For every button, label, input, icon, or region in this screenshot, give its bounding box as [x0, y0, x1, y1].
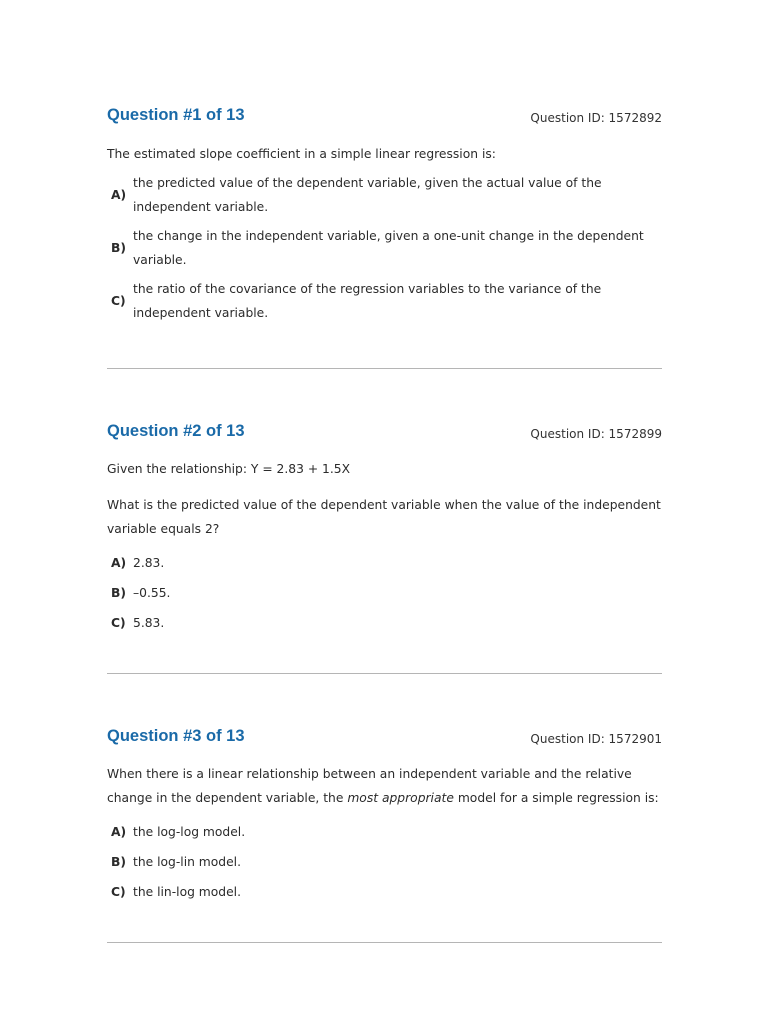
- option-text: –0.55.: [133, 586, 171, 600]
- option-text: the log-lin model.: [133, 855, 242, 869]
- option-text: the ratio of the covariance of the regression variables to the variance of the independent variable.: [133, 282, 602, 320]
- answer-option-b[interactable]: [107, 850, 662, 874]
- answer-option-a[interactable]: [107, 171, 662, 219]
- section-divider: [107, 368, 662, 369]
- section-divider: [107, 942, 662, 943]
- answer-options: [107, 171, 662, 325]
- question-stem: The estimated slope coefficient in a simple linear regression is:: [107, 147, 496, 161]
- answer-option-c[interactable]: [107, 277, 662, 325]
- question-title: Question #3 of 13: [107, 727, 245, 745]
- answer-option-a[interactable]: [107, 820, 662, 844]
- section-divider: [107, 673, 662, 674]
- question-id: Question ID: 1572892: [530, 111, 662, 125]
- question-id: Question ID: 1572899: [530, 427, 662, 441]
- answer-option-b[interactable]: [107, 224, 662, 272]
- option-text: 2.83.: [133, 556, 165, 570]
- option-letter: B): [111, 241, 126, 255]
- question-stem-secondary: What is the predicted value of the dependent variable when the value of the independent variable equals 2?: [107, 498, 661, 536]
- answer-option-c[interactable]: [107, 880, 662, 904]
- option-letter: A): [111, 556, 127, 570]
- answer-option-b[interactable]: [107, 581, 662, 605]
- question-2: [107, 420, 662, 635]
- option-text: the lin-log model.: [133, 885, 242, 899]
- option-letter: C): [111, 885, 126, 899]
- question-header: [107, 420, 662, 448]
- answer-options: [107, 551, 662, 635]
- question-3: [107, 725, 662, 904]
- option-letter: B): [111, 855, 126, 869]
- question-stem: Given the relationship: Y = 2.83 + 1.5X: [107, 462, 351, 476]
- option-letter: C): [111, 616, 126, 630]
- option-letter: C): [111, 294, 126, 308]
- question-1: [107, 104, 662, 325]
- option-text: 5.83.: [133, 616, 165, 630]
- stem-text-end: model for a simple regression is:: [453, 791, 659, 805]
- option-letter: B): [111, 586, 126, 600]
- answer-option-a[interactable]: [107, 551, 662, 575]
- stem-emphasis: most appropriate: [347, 791, 454, 805]
- question-title: Question #1 of 13: [107, 106, 245, 124]
- option-letter: A): [111, 825, 127, 839]
- question-title: Question #2 of 13: [107, 422, 245, 440]
- question-id: Question ID: 1572901: [530, 732, 662, 746]
- question-header: [107, 104, 662, 132]
- option-text: the predicted value of the dependent variable, given the actual value of the independent variable.: [133, 176, 602, 214]
- stem-text: When there is a linear relationship between an independent variable and the relative change in the dependent variable, the: [107, 767, 632, 805]
- option-text: the log-log model.: [133, 825, 246, 839]
- answer-option-c[interactable]: [107, 611, 662, 635]
- question-header: [107, 725, 662, 753]
- option-text: the change in the independent variable, given a one-unit change in the dependent variable.: [133, 229, 644, 267]
- answer-options: [107, 820, 662, 904]
- option-letter: A): [111, 188, 127, 202]
- question-stem: [107, 762, 662, 810]
